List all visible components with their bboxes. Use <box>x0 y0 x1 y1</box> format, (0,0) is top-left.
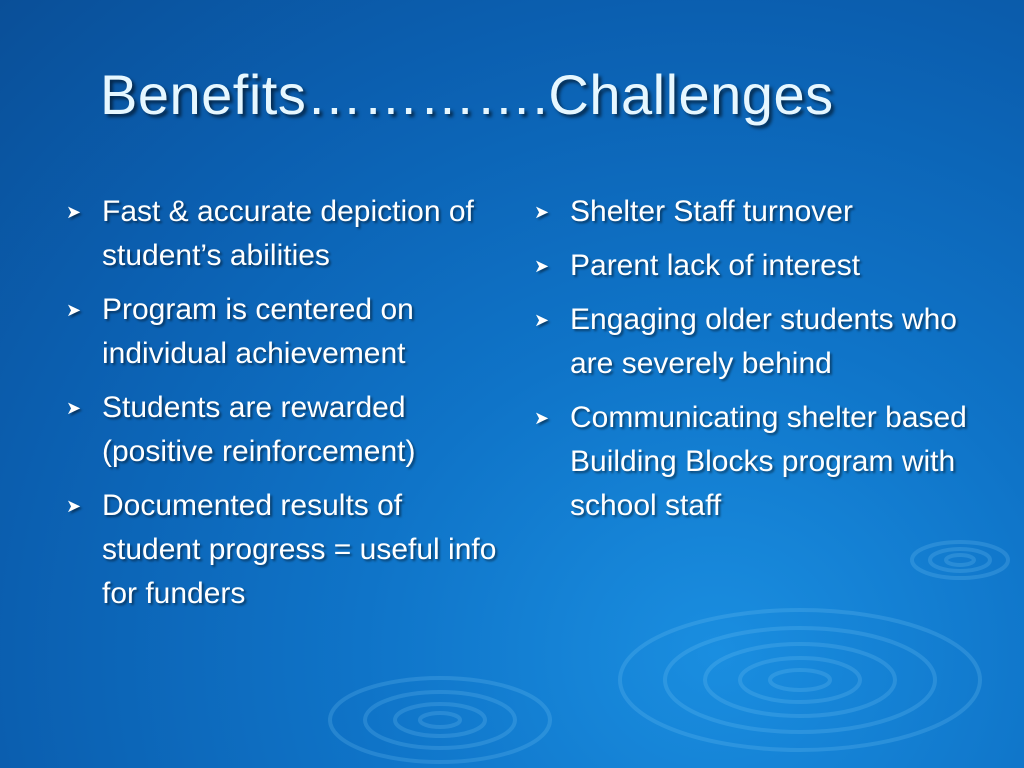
chevron-right-icon: ➤ <box>66 300 82 320</box>
challenge-text: Communicating shelter based Building Blocks program with school staff <box>570 401 967 522</box>
chevron-right-icon: ➤ <box>66 398 82 418</box>
benefit-text: Fast & accurate depiction of student’s abilities <box>102 195 474 272</box>
benefit-item <box>60 386 500 474</box>
challenge-item <box>528 298 968 386</box>
challenge-text: Parent lack of interest <box>570 249 861 282</box>
chevron-right-icon: ➤ <box>534 310 550 330</box>
benefit-item <box>60 484 500 616</box>
chevron-right-icon: ➤ <box>534 256 550 276</box>
challenge-item <box>528 244 968 288</box>
benefit-text: Program is centered on individual achievement <box>102 293 414 370</box>
chevron-right-icon: ➤ <box>534 408 550 428</box>
challenge-text: Engaging older students who are severely behind <box>570 303 957 380</box>
benefits-list <box>60 190 500 626</box>
chevron-right-icon: ➤ <box>66 202 82 222</box>
slide-title: Benefits………….Challenges <box>100 63 834 126</box>
chevron-right-icon: ➤ <box>534 202 550 222</box>
chevron-right-icon: ➤ <box>66 496 82 516</box>
challenges-list <box>528 190 968 538</box>
benefit-text: Students are rewarded (positive reinforcement) <box>102 391 416 468</box>
challenge-item <box>528 190 968 234</box>
benefit-item <box>60 190 500 278</box>
benefit-text: Documented results of student progress = useful info for funders <box>102 489 497 610</box>
benefit-item <box>60 288 500 376</box>
challenge-text: Shelter Staff turnover <box>570 195 853 228</box>
challenge-item <box>528 396 968 528</box>
